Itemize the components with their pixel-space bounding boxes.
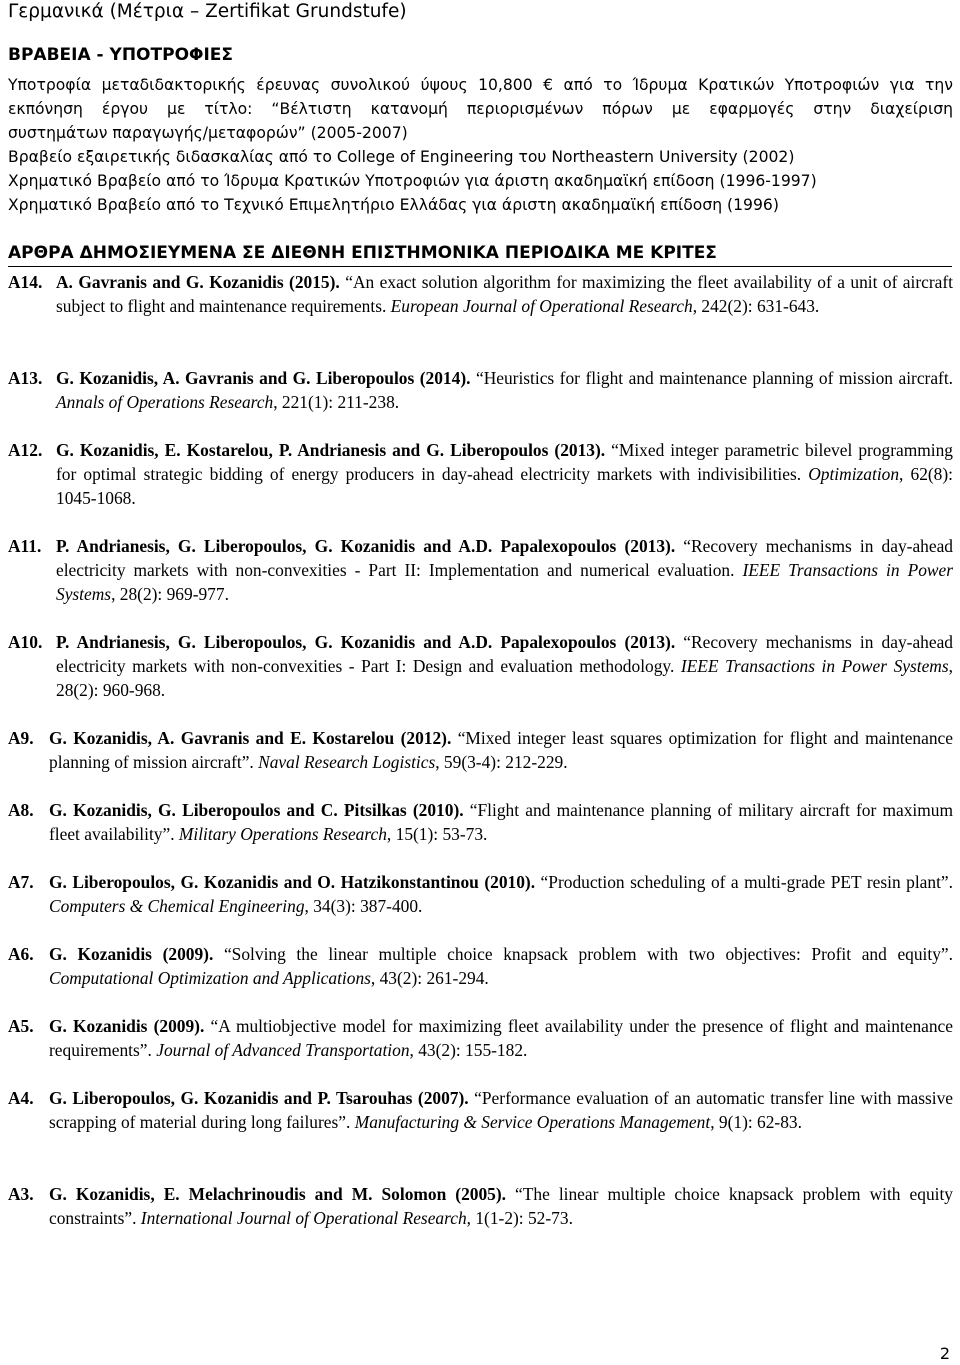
publication-label: A3. [8, 1184, 34, 1204]
publication-volume-pages: , 242(2): 631-643. [692, 296, 820, 316]
publication-label: A9. [8, 728, 34, 748]
publication-journal: Manufacturing & Service Operations Management [354, 1112, 711, 1132]
publication-journal: Military Operations Research [178, 824, 387, 844]
publication-volume-pages: , 62(8): 1045-1068. [56, 464, 953, 508]
publication-title: Mixed integer parametric bilevel programming for optimal strategic bidding of energy producers in day-ahead electricity markets with indivisibilities. [56, 440, 953, 484]
publication-entry [8, 798, 953, 846]
awards-heading: ΒΡΑΒΕΙΑ - ΥΠΟΤΡΟΦΙΕΣ [8, 45, 234, 65]
publication-entry [8, 870, 953, 918]
articles-heading: ΑΡΘΡΑ ΔΗΜΟΣΙΕΥΜΕΝΑ ΣΕ ΔΙΕΘΝΗ ΕΠΙΣΤΗΜΟΝΙΚΑ ΠΕΡΙΟΔΙΚΑ ΜΕ ΚΡΙΤΕΣ [8, 242, 952, 267]
publication-citation: G. Kozanidis, A. Gavranis and G. Liberopoulos (2014). “Heuristics for flight and maintenance planning of mission aircraft. Annals of Operations Research, 221(1): 211-238. [56, 368, 954, 412]
publication-authors: G. Liberopoulos, G. Kozanidis and O. Hatzikonstantinou (2010). [49, 872, 536, 892]
page-number: 2 [939, 1344, 950, 1363]
publication-journal: International Journal of Operational Research [140, 1208, 467, 1228]
award-text: Χρηματικό Βραβείο από το Τεχνικό Επιμελητήριο Ελλάδας για άριστη ακαδημαϊκή επίδοση (1996) [8, 196, 779, 214]
publication-authors: G. Kozanidis, A. Gavranis and G. Liberopoulos (2014). [56, 368, 471, 388]
publication-authors: G. Kozanidis, E. Melachrinoudis and M. Solomon (2005). [49, 1184, 506, 1204]
publication-label: A7. [8, 872, 34, 892]
publication-authors: G. Kozanidis, E. Kostarelou, P. Andrianesis and G. Liberopoulos (2013). [56, 440, 606, 460]
publication-volume-pages: , 43(2): 155-182. [409, 1040, 528, 1060]
publication-entry [8, 1014, 953, 1062]
publication-authors: P. Andrianesis, G. Liberopoulos, G. Kozanidis and A.D. Papalexopoulos (2013). [56, 632, 676, 652]
award-item [8, 193, 953, 217]
publication-title: Recovery mechanisms in day-ahead electricity markets with non-convexities - Part I: Design and evaluation methodology. [56, 632, 953, 676]
publication-journal: European Journal of Operational Research [390, 296, 693, 316]
publication-citation: G. Liberopoulos, G. Kozanidis and P. Tsarouhas (2007). “Performance evaluation of an automatic transfer line with massive scrapping of material during long failures”. Manufacturing & Service Operations Management, 9(1): 62-83. [49, 1088, 953, 1132]
awards-list [8, 73, 953, 217]
award-text: Βραβείο εξαιρετικής διδασκαλίας από το College of Engineering του Northeastern University (2002) [8, 148, 795, 166]
publication-citation: G. Kozanidis, G. Liberopoulos and C. Pitsilkas (2010). “Flight and maintenance planning of military aircraft for maximum fleet availability”. Military Operations Research, 15(1): 53-73. [49, 800, 953, 844]
award-text: συστημάτων παραγωγής/μεταφορών” (2005-2007) [8, 124, 408, 142]
language-line: Γερμανικά (Μέτρια – Zertifikat Grundstufe) [8, 1, 407, 22]
publication-label: A12. [8, 440, 43, 460]
publication-authors: A. Gavranis and G. Kozanidis (2015). [56, 272, 340, 292]
publication-entry [8, 942, 953, 990]
publication-title: Heuristics for flight and maintenance planning of mission aircraft. [483, 368, 954, 388]
publication-title: A multiobjective model for maximizing fleet availability under the presence of flight and maintenance requirements”. [49, 1016, 953, 1060]
publication-title: An exact solution algorithm for maximizing the fleet availability of a unit of aircraft subject to flight and maintenance requirements. [56, 272, 953, 316]
publication-entry [8, 630, 953, 702]
publication-volume-pages: , 1(1-2): 52-73. [466, 1208, 573, 1228]
publication-citation: G. Kozanidis (2009). “Solving the linear multiple choice knapsack problem with two objectives: Profit and equity”. Computational Optimization and Applications, 43(2): 261-294. [49, 944, 953, 988]
publication-label: A11. [8, 536, 42, 556]
publication-label: A4. [8, 1088, 34, 1108]
publication-citation: G. Kozanidis, E. Melachrinoudis and M. Solomon (2005). “The linear multiple choice knapsack problem with equity constraints”. International Journal of Operational Research, 1(1-2): 52-73. [49, 1184, 953, 1228]
publication-volume-pages: , 34(3): 387-400. [304, 896, 423, 916]
publication-volume-pages: , 15(1): 53-73. [386, 824, 488, 844]
award-item [8, 145, 953, 169]
publication-entry [8, 534, 953, 606]
publication-citation: G. Kozanidis, A. Gavranis and E. Kostarelou (2012). “Mixed integer least squares optimization for flight and maintenance planning of mission aircraft”. Naval Research Logistics, 59(3-4): 212-229. [49, 728, 953, 772]
publication-volume-pages: , 59(3-4): 212-229. [435, 752, 568, 772]
publication-journal: Computers & Chemical Engineering [49, 896, 305, 916]
publication-journal: Naval Research Logistics [258, 752, 436, 772]
publication-label: A5. [8, 1016, 34, 1036]
publication-authors: G. Liberopoulos, G. Kozanidis and P. Tsarouhas (2007). [49, 1088, 469, 1108]
publication-journal: Journal of Advanced Transportation [156, 1040, 410, 1060]
publication-journal: Annals of Operations Research [56, 392, 274, 412]
publication-citation: G. Kozanidis, E. Kostarelou, P. Andrianesis and G. Liberopoulos (2013). “Mixed integer parametric bilevel programming for optimal strategic bidding of energy producers in day-ahead electricity markets with indivisibilities. Optimization, 62(8): 1045-1068. [56, 440, 953, 508]
publication-journal: IEEE Transactions in Power Systems [680, 656, 949, 676]
publication-entry [8, 366, 953, 414]
publication-volume-pages: , 28(2): 969-977. [111, 584, 229, 604]
publication-journal: IEEE Transactions in Power Systems [56, 560, 953, 604]
publication-label: A8. [8, 800, 34, 820]
publication-entry [8, 726, 953, 774]
publication-authors: G. Kozanidis (2009). [49, 1016, 205, 1036]
publication-entry [8, 1182, 953, 1230]
publication-volume-pages: , 43(2): 261-294. [370, 968, 489, 988]
award-text: Χρηματικό Βραβείο από το Ίδρυμα Κρατικών Υποτροφιών για άριστη ακαδημαϊκή επίδοση (1996-1997) [8, 172, 817, 190]
publication-title: Performance evaluation of an automatic transfer line with massive scrapping of material during long failures”. [49, 1088, 953, 1132]
publication-citation: G. Liberopoulos, G. Kozanidis and O. Hatzikonstantinou (2010). “Production scheduling of a multi-grade PET resin plant”. Computers & Chemical Engineering, 34(3): 387-400. [49, 872, 953, 916]
publication-volume-pages: , 9(1): 62-83. [710, 1112, 802, 1132]
publication-volume-pages: , 28(2): 960-968. [56, 656, 953, 700]
publication-authors: P. Andrianesis, G. Liberopoulos, G. Kozanidis and A.D. Papalexopoulos (2013). [56, 536, 676, 556]
publication-authors: G. Kozanidis, A. Gavranis and E. Kostarelou (2012). [49, 728, 452, 748]
publication-title: The linear multiple choice knapsack problem with equity constraints”. [49, 1184, 953, 1228]
publication-journal: Optimization [808, 464, 900, 484]
publication-authors: G. Kozanidis, G. Liberopoulos and C. Pitsilkas (2010). [49, 800, 464, 820]
publication-title: Recovery mechanisms in day-ahead electricity markets with non-convexities - Part II: Implementation and numerical evaluation. [56, 536, 953, 580]
award-text: Υποτροφία μεταδιδακτορικής έρευνας συνολικού ύψους 10,800 € από το Ίδρυμα Κρατικών Υποτροφιών για την [8, 76, 953, 94]
publication-citation: P. Andrianesis, G. Liberopoulos, G. Kozanidis and A.D. Papalexopoulos (2013). “Recovery mechanisms in day-ahead electricity markets with non-convexities - Part I: Design and evaluation methodology. IEEE Transactions in Power Systems, 28(2): 960-968. [56, 632, 953, 700]
award-text: εκπόνηση έργου με τίτλο: “Βέλτιστη κατανομή περιορισμένων πόρων με εφαρμογές στην διαχείριση [8, 100, 953, 118]
publication-label: A13. [8, 368, 43, 388]
publication-authors: G. Kozanidis (2009). [49, 944, 214, 964]
publication-entry [8, 270, 953, 318]
award-item [8, 73, 953, 145]
publication-citation: P. Andrianesis, G. Liberopoulos, G. Kozanidis and A.D. Papalexopoulos (2013). “Recovery mechanisms in day-ahead electricity markets with non-convexities - Part II: Implementation and numerical evaluation. IEEE Transactions in Power Systems, 28(2): 969-977. [56, 536, 953, 604]
publication-title: Mixed integer least squares optimization for flight and maintenance planning of mission aircraft”. [49, 728, 953, 772]
publication-label: A14. [8, 272, 43, 292]
publication-title: Production scheduling of a multi-grade PET resin plant”. [548, 872, 953, 892]
publication-label: A10. [8, 632, 43, 652]
publication-volume-pages: , 221(1): 211-238. [273, 392, 400, 412]
publication-title: Solving the linear multiple choice knapsack problem with two objectives: Profit and equity”. [231, 944, 953, 964]
publication-entry [8, 1086, 953, 1134]
publication-title: Flight and maintenance planning of military aircraft for maximum fleet availability”. [49, 800, 953, 844]
publication-citation: G. Kozanidis (2009). “A multiobjective model for maximizing fleet availability under the presence of flight and maintenance requirements”. Journal of Advanced Transportation, 43(2): 155-182. [49, 1016, 953, 1060]
publication-label: A6. [8, 944, 34, 964]
award-item [8, 169, 953, 193]
publication-entry [8, 438, 953, 510]
publication-journal: Computational Optimization and Applications [49, 968, 371, 988]
publication-citation: A. Gavranis and G. Kozanidis (2015). “An exact solution algorithm for maximizing the fleet availability of a unit of aircraft subject to flight and maintenance requirements. European Journal of Operational Research, 242(2): 631-643. [56, 272, 953, 316]
